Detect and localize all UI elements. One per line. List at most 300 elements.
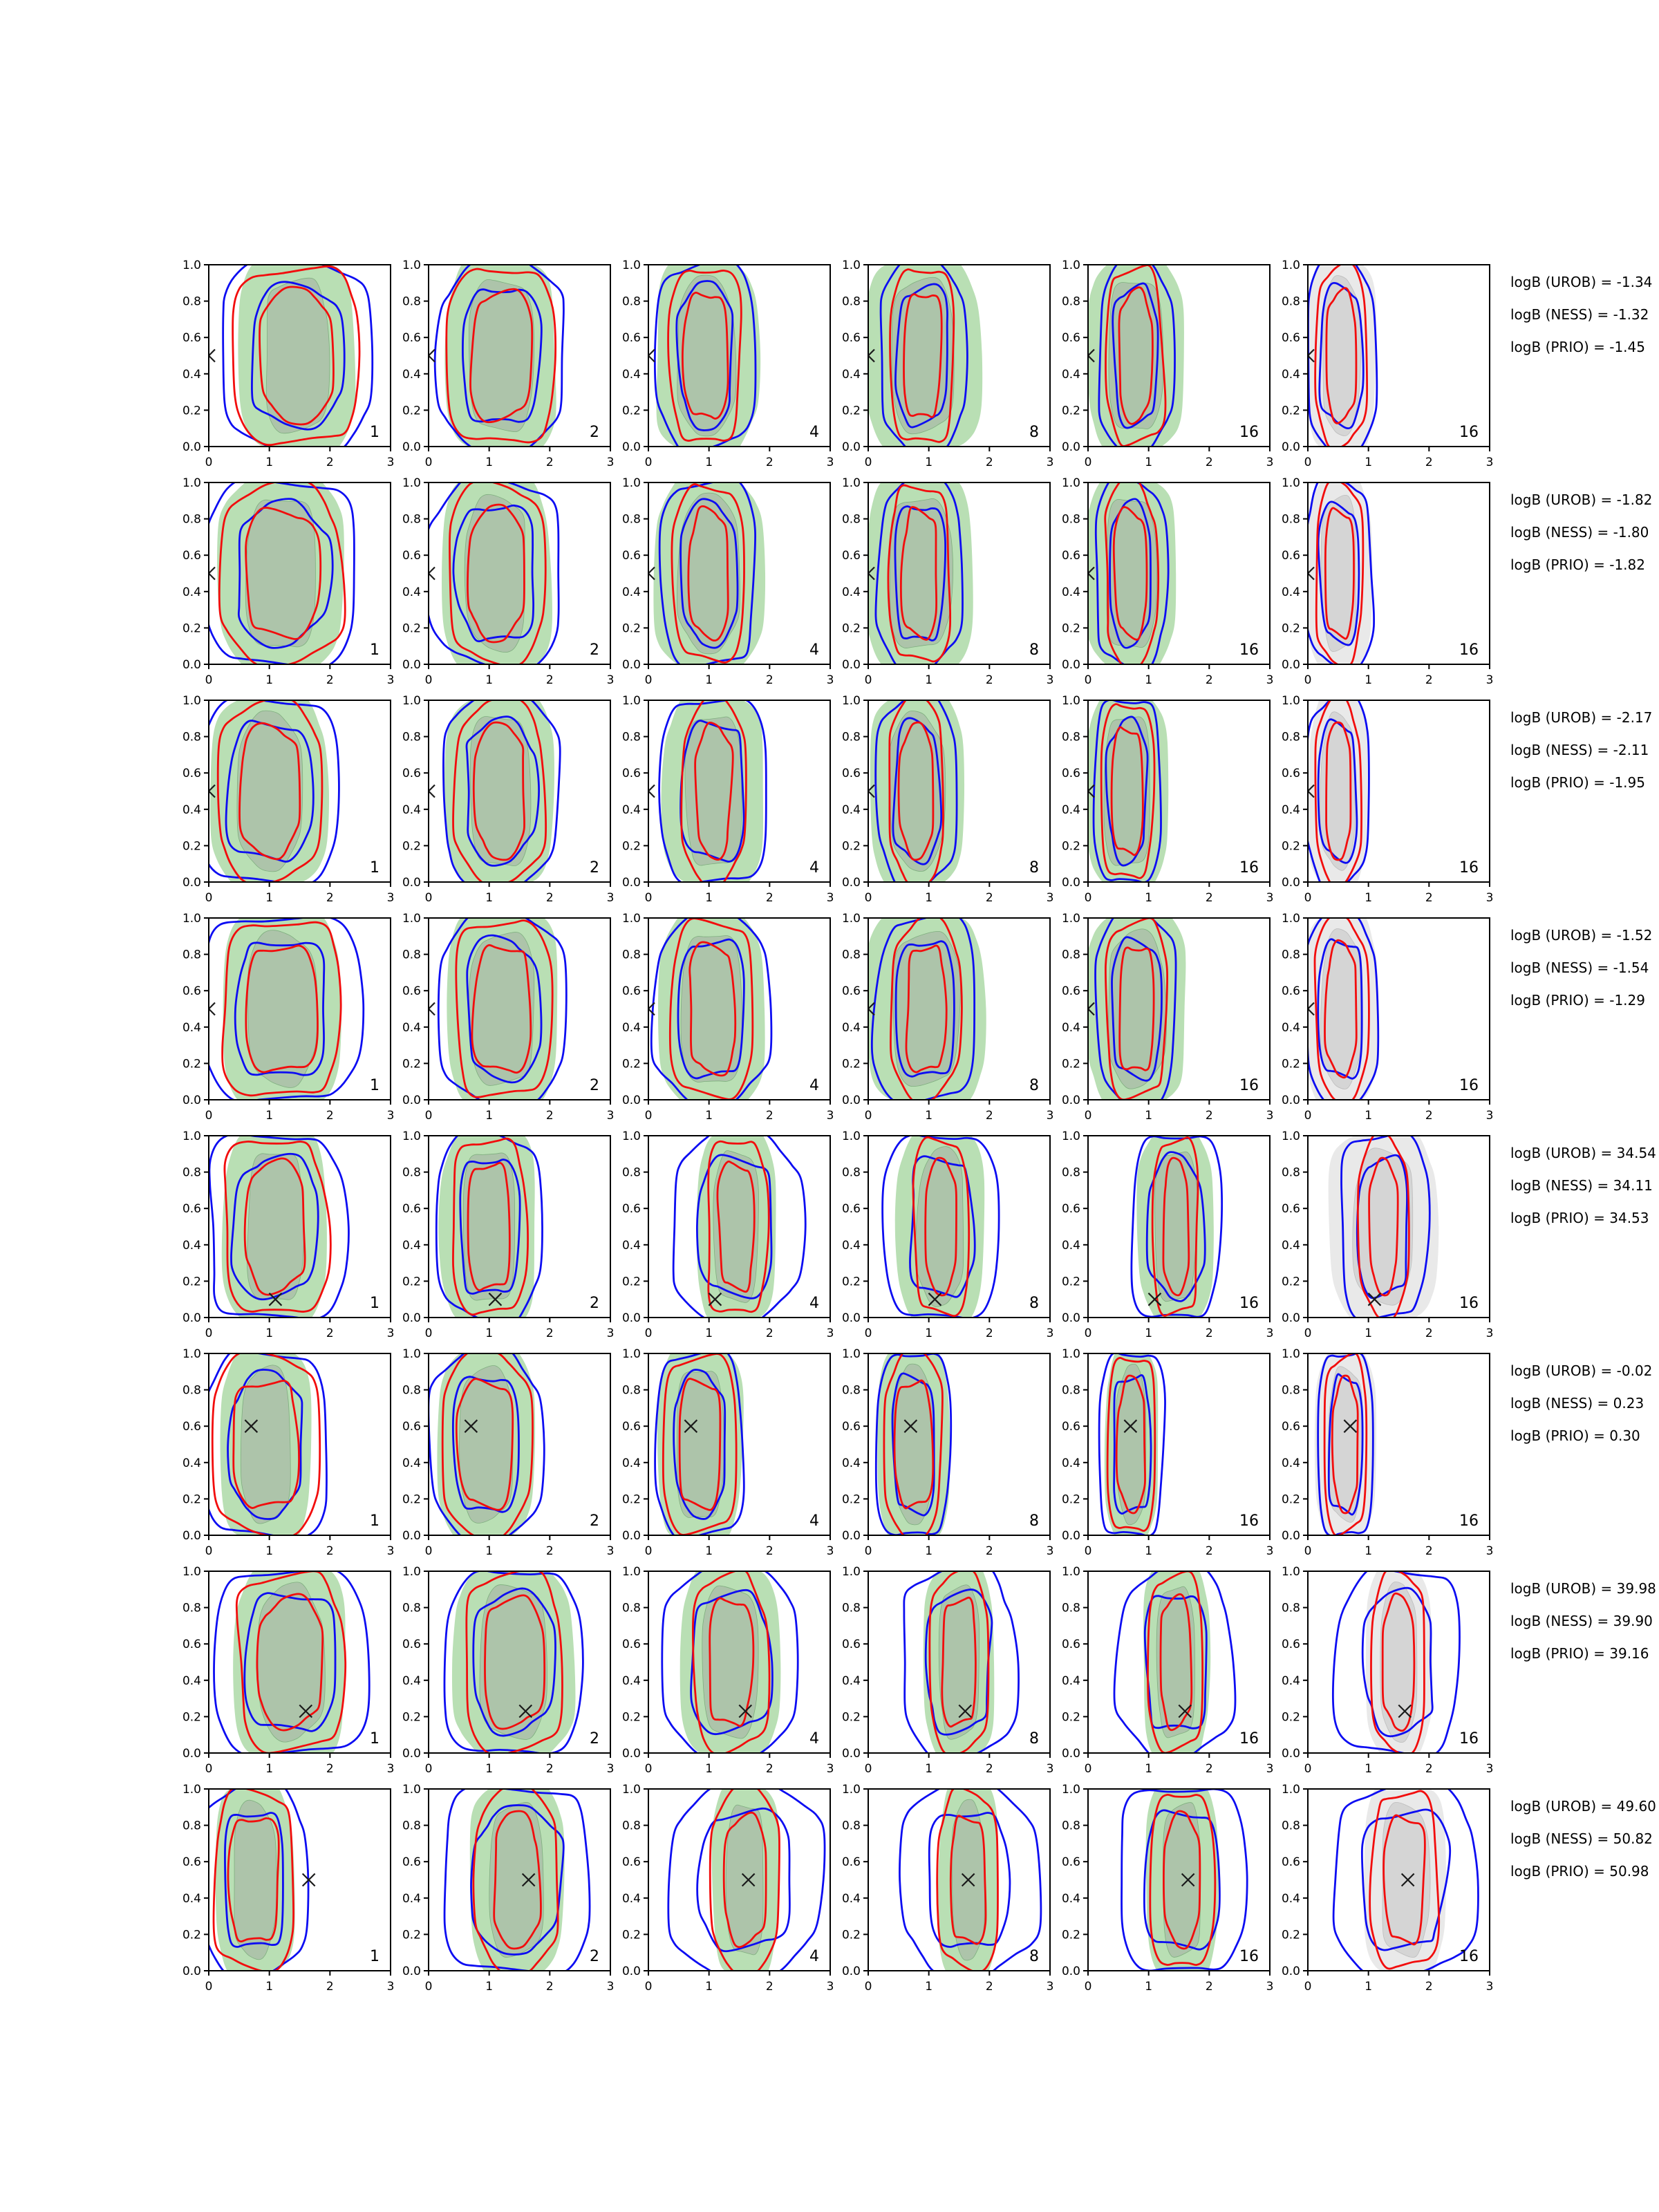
y-tick-label: 0.2	[1061, 404, 1080, 418]
x-tick-label: 2	[326, 1544, 334, 1558]
x-tick-label: 2	[985, 456, 993, 469]
x-tick-label: 1	[925, 1544, 933, 1558]
x-tick-label: 2	[1425, 1762, 1433, 1776]
y-tick-label: 0.4	[1281, 1456, 1300, 1470]
x-tick-label: 2	[985, 1327, 993, 1340]
y-tick-label: 0.4	[1061, 367, 1080, 382]
y-tick-label: 0.2	[841, 1710, 861, 1725]
y-tick-label: 0.2	[402, 1710, 421, 1725]
panel-count-label: 16	[1239, 859, 1259, 877]
x-tick-label: 0	[205, 1327, 213, 1340]
x-tick-label: 2	[985, 1544, 993, 1558]
y-tick-label: 0.6	[621, 1638, 641, 1652]
y-tick-label: 0.8	[621, 730, 641, 744]
panel-count-label: 8	[1029, 641, 1039, 659]
y-tick-label: 1.0	[621, 1347, 641, 1361]
y-tick-label: 0.2	[841, 1928, 861, 1942]
y-tick-label: 0.8	[841, 512, 861, 527]
y-tick-label: 0.4	[182, 585, 201, 599]
x-tick-label: 0	[864, 1327, 872, 1340]
x-tick-label: 3	[826, 1980, 834, 1994]
y-tick-label: 0.2	[402, 404, 421, 418]
x-tick-label: 0	[1304, 1980, 1312, 1994]
y-tick-label: 0.4	[841, 367, 861, 382]
y-tick-label: 0.2	[182, 1492, 201, 1507]
x-tick-label: 2	[326, 1109, 334, 1123]
y-tick-label: 0.8	[1281, 1601, 1300, 1615]
logb-ness-label: logB (NESS) = -1.80	[1510, 524, 1649, 541]
y-tick-label: 0.0	[841, 1965, 861, 1978]
x-tick-label: 3	[1485, 1109, 1494, 1123]
y-tick-label: 0.8	[1061, 512, 1080, 527]
x-tick-label: 3	[826, 456, 834, 469]
x-tick-label: 0	[424, 1762, 433, 1776]
y-tick-label: 0.2	[1061, 1928, 1080, 1942]
panel-count-label: 1	[370, 1948, 379, 1965]
y-tick-label: 0.4	[182, 367, 201, 382]
x-tick-label: 0	[205, 1109, 213, 1123]
y-tick-label: 0.8	[621, 1601, 641, 1615]
y-tick-label: 1.0	[182, 259, 201, 272]
y-tick-label: 0.8	[402, 948, 421, 962]
row-stats-7	[1510, 1573, 1656, 1670]
y-tick-label: 0.6	[1061, 1420, 1080, 1434]
contour-panel	[862, 686, 964, 896]
x-tick-label: 2	[1425, 673, 1433, 687]
y-tick-label: 1.0	[1281, 259, 1300, 272]
x-tick-label: 1	[925, 891, 933, 905]
logb-prio-label: logB (PRIO) = -1.45	[1510, 339, 1645, 355]
panel-count-label: 4	[809, 1077, 819, 1094]
contour-panel	[883, 1128, 999, 1325]
panel-count-label: 4	[809, 1512, 819, 1530]
y-tick-label: 0.6	[621, 331, 641, 346]
y-tick-label: 0.2	[402, 1275, 421, 1289]
x-tick-label: 2	[545, 1327, 554, 1340]
logb-prio-label: logB (PRIO) = -1.29	[1510, 992, 1645, 1009]
y-tick-label: 1.0	[1061, 476, 1080, 490]
x-tick-label: 1	[1365, 891, 1373, 905]
x-tick-label: 2	[326, 1327, 334, 1340]
y-tick-label: 0.0	[621, 1965, 641, 1978]
x-tick-label: 2	[985, 673, 993, 687]
y-tick-label: 0.6	[621, 1855, 641, 1870]
y-tick-label: 0.0	[1061, 1311, 1080, 1325]
logb-ness-label: logB (NESS) = 34.11	[1510, 1177, 1653, 1194]
x-tick-label: 1	[705, 891, 713, 905]
y-tick-label: 0.6	[182, 1638, 201, 1652]
y-tick-label: 0.4	[1281, 585, 1300, 599]
x-tick-label: 3	[826, 673, 834, 687]
x-tick-label: 1	[1365, 673, 1373, 687]
x-tick-label: 2	[1205, 891, 1213, 905]
contour-panel	[1302, 254, 1377, 458]
x-tick-label: 2	[545, 456, 554, 469]
contour-panel	[642, 251, 760, 460]
y-tick-label: 0.2	[841, 404, 861, 418]
y-tick-label: 0.4	[621, 585, 641, 599]
x-tick-label: 1	[1145, 456, 1153, 469]
x-tick-label: 3	[826, 1544, 834, 1558]
logb-prio-label: logB (PRIO) = -1.82	[1510, 556, 1645, 573]
logb-ness-label: logB (NESS) = -2.11	[1510, 742, 1649, 758]
x-tick-label: 1	[1145, 673, 1153, 687]
y-tick-label: 0.2	[1281, 1710, 1300, 1725]
y-tick-label: 1.0	[402, 476, 421, 490]
x-tick-label: 0	[205, 673, 213, 687]
y-tick-label: 1.0	[621, 1783, 641, 1797]
y-tick-label: 0.2	[621, 1057, 641, 1071]
y-tick-label: 0.0	[182, 1965, 201, 1978]
y-tick-label: 0.6	[841, 984, 861, 999]
panel-count-label: 8	[1029, 859, 1039, 877]
contour-panel	[899, 1779, 1041, 1981]
x-tick-label: 1	[705, 1762, 713, 1776]
y-tick-label: 0.0	[1281, 1747, 1300, 1761]
x-tick-label: 0	[864, 456, 872, 469]
y-tick-label: 0.4	[841, 1674, 861, 1688]
x-tick-label: 2	[1205, 456, 1213, 469]
y-tick-label: 1.0	[182, 476, 201, 490]
y-tick-label: 0.8	[182, 1165, 201, 1180]
y-tick-label: 0.0	[402, 1529, 421, 1543]
x-tick-label: 0	[864, 1762, 872, 1776]
y-tick-label: 0.2	[621, 404, 641, 418]
x-tick-label: 0	[864, 673, 872, 687]
x-tick-label: 0	[864, 1544, 872, 1558]
x-tick-label: 0	[644, 673, 653, 687]
panel-count-label: 2	[590, 859, 599, 877]
x-tick-label: 1	[485, 673, 494, 687]
y-tick-label: 0.0	[182, 1311, 201, 1325]
y-tick-label: 0.2	[402, 839, 421, 854]
y-tick-label: 0.6	[1281, 1855, 1300, 1870]
y-tick-label: 0.8	[1061, 1383, 1080, 1398]
x-tick-label: 3	[606, 891, 615, 905]
y-tick-label: 0.8	[1061, 294, 1080, 309]
panel-count-label: 2	[590, 1512, 599, 1530]
y-tick-label: 0.8	[182, 512, 201, 527]
contour-panel	[673, 1125, 805, 1329]
y-tick-label: 0.6	[402, 549, 421, 563]
x-tick-label: 3	[386, 891, 395, 905]
y-tick-label: 1.0	[1061, 912, 1080, 926]
logb-urob-label: logB (UROB) = 49.60	[1510, 1798, 1656, 1815]
y-tick-label: 0.2	[841, 621, 861, 636]
x-tick-label: 3	[1485, 891, 1494, 905]
logb-urob-label: logB (UROB) = -0.02	[1510, 1362, 1653, 1379]
x-tick-label: 1	[485, 456, 494, 469]
y-tick-label: 0.4	[402, 1891, 421, 1906]
contour-panel	[862, 473, 973, 674]
logb-prio-label: logB (PRIO) = 39.16	[1510, 1645, 1649, 1662]
x-tick-label: 2	[545, 673, 554, 687]
y-tick-label: 0.4	[1061, 585, 1080, 599]
y-tick-label: 0.0	[841, 440, 861, 454]
x-tick-label: 0	[1084, 1109, 1092, 1123]
contour-panel	[642, 687, 766, 896]
y-tick-label: 0.2	[1061, 1057, 1080, 1071]
x-tick-label: 3	[1266, 1762, 1274, 1776]
contour-panel	[429, 1340, 544, 1550]
y-tick-label: 1.0	[182, 912, 201, 926]
y-tick-label: 1.0	[402, 1783, 421, 1797]
y-tick-label: 0.6	[621, 984, 641, 999]
logb-prio-label: logB (PRIO) = 50.98	[1510, 1863, 1649, 1880]
panel-count-label: 16	[1239, 1077, 1259, 1094]
y-tick-label: 0.0	[621, 1094, 641, 1107]
x-tick-label: 2	[765, 1327, 774, 1340]
y-tick-label: 0.6	[402, 1855, 421, 1870]
contour-panel	[876, 1346, 950, 1544]
x-tick-label: 0	[864, 891, 872, 905]
y-tick-label: 1.0	[1061, 259, 1080, 272]
y-tick-label: 0.6	[1061, 549, 1080, 563]
y-tick-label: 1.0	[1281, 1565, 1300, 1579]
x-tick-label: 0	[205, 1544, 213, 1558]
logb-ness-label: logB (NESS) = 0.23	[1510, 1395, 1644, 1412]
panel-count-label: 1	[370, 1730, 379, 1747]
y-tick-label: 0.6	[1061, 1855, 1080, 1870]
y-tick-label: 1.0	[841, 912, 861, 926]
y-tick-label: 0.6	[1061, 984, 1080, 999]
contour-panel	[436, 1128, 542, 1324]
y-tick-label: 0.2	[182, 1928, 201, 1942]
y-tick-label: 0.6	[1061, 1202, 1080, 1217]
contour-panel	[1132, 1121, 1222, 1332]
panel-count-label: 16	[1239, 1512, 1259, 1530]
x-tick-label: 2	[545, 1980, 554, 1994]
x-tick-label: 3	[1485, 1762, 1494, 1776]
y-tick-label: 0.6	[402, 767, 421, 781]
y-tick-label: 1.0	[621, 1130, 641, 1143]
x-tick-label: 3	[1266, 891, 1274, 905]
y-tick-label: 0.0	[841, 1094, 861, 1107]
y-tick-label: 0.8	[841, 1819, 861, 1833]
x-tick-label: 0	[644, 1980, 653, 1994]
x-tick-label: 1	[265, 456, 274, 469]
panel-count-label: 1	[370, 641, 379, 659]
x-tick-label: 0	[644, 891, 653, 905]
y-tick-label: 1.0	[402, 694, 421, 708]
y-tick-label: 0.4	[182, 1020, 201, 1035]
panel-count-label: 2	[590, 1948, 599, 1965]
y-tick-label: 0.4	[1061, 1020, 1080, 1035]
y-tick-label: 1.0	[182, 1347, 201, 1361]
y-tick-label: 0.6	[621, 1420, 641, 1434]
y-tick-label: 0.6	[1061, 767, 1080, 781]
x-tick-label: 0	[1084, 891, 1092, 905]
x-tick-label: 3	[826, 1327, 834, 1340]
x-tick-label: 0	[1304, 1327, 1312, 1340]
y-tick-label: 0.2	[1061, 1710, 1080, 1725]
y-tick-label: 0.6	[1281, 767, 1300, 781]
row-stats-5	[1510, 1137, 1656, 1235]
x-tick-label: 1	[265, 1109, 274, 1123]
panel-count-label: 2	[590, 641, 599, 659]
y-tick-label: 0.4	[1281, 367, 1300, 382]
y-tick-label: 0.4	[621, 803, 641, 817]
x-tick-label: 1	[925, 673, 933, 687]
y-tick-label: 0.4	[1061, 1238, 1080, 1253]
y-tick-label: 0.0	[1281, 440, 1300, 454]
y-tick-label: 0.8	[841, 1165, 861, 1180]
panel-count-label: 1	[370, 1295, 379, 1312]
contour-panel	[1099, 1338, 1165, 1550]
y-tick-label: 0.4	[1061, 1891, 1080, 1906]
x-tick-label: 3	[826, 891, 834, 905]
y-tick-label: 0.2	[182, 404, 201, 418]
y-tick-label: 0.2	[1061, 839, 1080, 854]
y-tick-label: 1.0	[1281, 476, 1300, 490]
y-tick-label: 1.0	[182, 1565, 201, 1579]
y-tick-label: 0.0	[1281, 1965, 1300, 1978]
contour-panel	[1315, 1339, 1376, 1550]
y-tick-label: 0.8	[841, 1601, 861, 1615]
panel-count-label: 2	[590, 1077, 599, 1094]
panel-count-label: 16	[1459, 1295, 1479, 1312]
y-tick-label: 0.4	[402, 367, 421, 382]
panel-count-label: 4	[809, 641, 819, 659]
y-tick-label: 0.4	[1061, 1456, 1080, 1470]
x-tick-label: 1	[925, 1327, 933, 1340]
x-tick-label: 3	[1046, 1109, 1054, 1123]
x-tick-label: 2	[765, 1980, 774, 1994]
x-tick-label: 0	[1084, 1544, 1092, 1558]
x-tick-label: 0	[644, 456, 653, 469]
y-tick-label: 1.0	[1281, 694, 1300, 708]
contour-panel	[203, 909, 364, 1109]
x-tick-label: 2	[985, 1109, 993, 1123]
x-tick-label: 2	[985, 1980, 993, 1994]
y-tick-label: 0.0	[1281, 1529, 1300, 1543]
x-tick-label: 2	[765, 1109, 774, 1123]
y-tick-label: 0.6	[841, 549, 861, 563]
x-tick-label: 1	[485, 891, 494, 905]
y-tick-label: 0.2	[402, 1057, 421, 1071]
x-tick-label: 3	[1485, 456, 1494, 469]
logb-prio-label: logB (PRIO) = 0.30	[1510, 1427, 1640, 1444]
y-tick-label: 0.4	[1281, 1020, 1300, 1035]
y-tick-label: 0.6	[1281, 1420, 1300, 1434]
y-tick-label: 0.8	[402, 1165, 421, 1180]
y-tick-label: 0.6	[841, 767, 861, 781]
y-tick-label: 0.4	[402, 585, 421, 599]
panel-count-label: 1	[370, 859, 379, 877]
y-tick-label: 0.2	[1281, 839, 1300, 854]
contour-panel	[203, 467, 354, 679]
y-tick-label: 0.0	[621, 1311, 641, 1325]
panel-count-label: 16	[1239, 1948, 1259, 1965]
y-tick-label: 1.0	[841, 1783, 861, 1797]
x-tick-label: 0	[1084, 1980, 1092, 1994]
x-tick-label: 3	[386, 456, 395, 469]
row-stats-8	[1510, 1790, 1656, 1888]
x-tick-label: 0	[424, 456, 433, 469]
x-tick-label: 0	[205, 891, 213, 905]
y-tick-label: 0.8	[621, 948, 641, 962]
y-tick-label: 0.6	[1281, 984, 1300, 999]
y-tick-label: 0.8	[182, 1383, 201, 1398]
y-tick-label: 0.2	[182, 621, 201, 636]
contour-panel	[202, 1777, 315, 1983]
y-tick-label: 0.6	[402, 331, 421, 346]
y-tick-label: 0.6	[1281, 331, 1300, 346]
x-tick-label: 1	[1365, 1980, 1373, 1994]
y-tick-label: 0.2	[841, 1275, 861, 1289]
contour-panel	[662, 1561, 798, 1763]
y-tick-label: 0.0	[841, 1529, 861, 1543]
x-tick-label: 2	[765, 673, 774, 687]
y-tick-label: 0.4	[402, 1456, 421, 1470]
logb-ness-label: logB (NESS) = -1.32	[1510, 306, 1649, 323]
y-tick-label: 0.2	[402, 1492, 421, 1507]
y-tick-label: 0.6	[182, 984, 201, 999]
y-tick-label: 0.8	[841, 1383, 861, 1398]
x-tick-label: 2	[1205, 673, 1213, 687]
x-tick-label: 1	[485, 1980, 494, 1994]
x-tick-label: 2	[765, 456, 774, 469]
y-tick-label: 0.8	[621, 294, 641, 309]
logb-urob-label: logB (UROB) = -1.82	[1510, 491, 1653, 508]
x-tick-label: 1	[1365, 1109, 1373, 1123]
y-tick-label: 0.4	[841, 585, 861, 599]
y-tick-label: 0.8	[402, 730, 421, 744]
x-tick-label: 3	[606, 673, 615, 687]
panel-count-label: 2	[590, 1730, 599, 1747]
y-tick-label: 0.6	[841, 1638, 861, 1652]
y-tick-label: 0.0	[402, 1747, 421, 1761]
x-tick-label: 1	[1145, 1762, 1153, 1776]
x-tick-label: 0	[1304, 1109, 1312, 1123]
x-tick-label: 1	[705, 1980, 713, 1994]
y-tick-label: 0.0	[402, 1311, 421, 1325]
panel-count-label: 4	[809, 859, 819, 877]
x-tick-label: 0	[1084, 1327, 1092, 1340]
x-tick-label: 0	[644, 1762, 653, 1776]
contour-panel	[422, 688, 560, 894]
logb-ness-label: logB (NESS) = 50.82	[1510, 1830, 1653, 1847]
y-tick-label: 0.4	[1061, 803, 1080, 817]
y-tick-label: 1.0	[182, 1130, 201, 1143]
y-tick-label: 1.0	[841, 1130, 861, 1143]
y-tick-label: 0.4	[841, 1020, 861, 1035]
x-tick-label: 1	[485, 1762, 494, 1776]
y-tick-label: 0.0	[402, 1094, 421, 1107]
contour-panel	[642, 468, 765, 679]
logb-ness-label: logB (NESS) = -1.54	[1510, 959, 1649, 976]
panel-count-label: 8	[1029, 1295, 1039, 1312]
y-tick-label: 0.0	[1061, 1094, 1080, 1107]
y-tick-label: 0.2	[402, 1928, 421, 1942]
y-tick-label: 0.8	[182, 1819, 201, 1833]
x-tick-label: 3	[386, 1544, 395, 1558]
x-tick-label: 3	[1046, 891, 1054, 905]
contour-panel	[1302, 906, 1378, 1112]
panel-count-label: 1	[370, 1512, 379, 1530]
y-tick-label: 0.2	[1281, 1057, 1300, 1071]
x-tick-label: 2	[765, 891, 774, 905]
y-tick-label: 1.0	[621, 476, 641, 490]
y-tick-label: 1.0	[402, 1130, 421, 1143]
panel-count-label: 8	[1029, 1948, 1039, 1965]
x-tick-label: 2	[545, 1762, 554, 1776]
contour-panel	[1082, 250, 1184, 460]
y-tick-label: 0.2	[1281, 1275, 1300, 1289]
logb-prio-label: logB (PRIO) = -1.95	[1510, 774, 1645, 791]
x-tick-label: 0	[644, 1327, 653, 1340]
x-tick-label: 2	[545, 891, 554, 905]
